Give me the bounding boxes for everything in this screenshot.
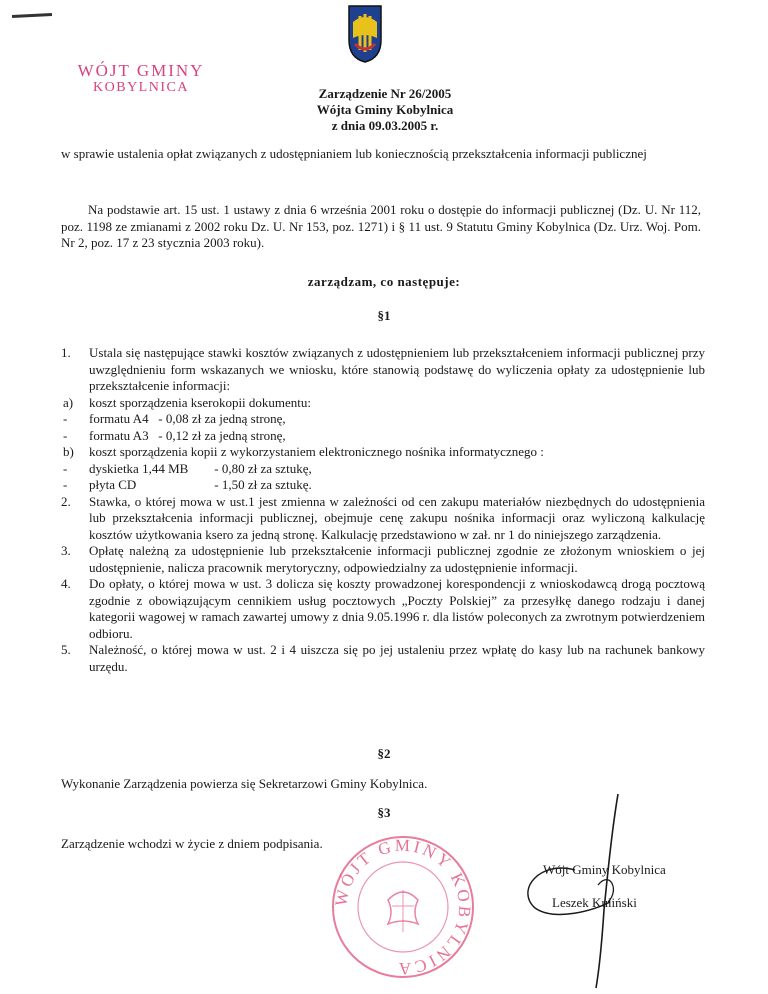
decree-heading: zarządzam, co następuje: — [307, 274, 461, 289]
stamp-line-1: WÓJT GMINY — [77, 61, 205, 80]
item-text: Do opłaty, o której mowa w ust. 3 dolicza się koszty prowadzonej korespondencji z wnioskodawcą drogą pocztową zgodnie z obowiązującym cennikiem usług pocztowych „Poczty Polskiej” za przesyłkę danego rodzaju i danej kategorii wagowej w ramach zawartej umowy z dnia 9.05.1996 r. dla listów poleconych za zwrotnym potwierdzeniem odbioru. — [89, 576, 705, 641]
item-marker: 1. — [61, 345, 71, 360]
title-line-1: Zarządzenie Nr 26/2005 — [318, 86, 452, 101]
list-item — [61, 428, 705, 445]
seal-text: WÓJT GMINY KOBYLNICA — [331, 835, 475, 979]
list-item — [61, 444, 705, 461]
item-marker: 5. — [61, 642, 71, 657]
signer-title: Wójt Gminy Kobylnica — [543, 862, 666, 877]
section-2-heading: §2 — [377, 746, 391, 761]
item-value: - 1,50 zł za sztukę. — [214, 477, 312, 492]
item-label: płyta CD — [89, 477, 137, 492]
list-item — [61, 411, 705, 428]
item-value: - 0,08 zł za jedną stronę, — [158, 411, 286, 426]
list-item — [61, 345, 705, 395]
item-text: Należność, o której mowa w ust. 2 i 4 uiszcza się po jej ustaleniu przez wpłatę do kasy lub na rachunek bankowy urzędu. — [89, 642, 705, 674]
document-title — [250, 86, 520, 134]
title-line-3: z dnia 09.03.2005 r. — [331, 118, 439, 133]
list-item — [61, 576, 705, 642]
item-marker: a) — [63, 394, 74, 410]
signer-name: Leszek Kuliński — [552, 895, 637, 910]
item-marker: - — [63, 411, 68, 426]
section-3-text: Zarządzenie wchodzi w życie z dniem podpisania. — [61, 836, 323, 851]
item-label: formatu A4 — [89, 411, 149, 426]
subject-paragraph: w sprawie ustalenia opłat związanych z udostępnianiem lub koniecznością przekształcenia informacji publicznej — [61, 146, 647, 161]
section-1-heading: §1 — [377, 308, 391, 323]
item-marker: - — [63, 460, 68, 476]
corner-mark — [12, 13, 52, 18]
list-item — [61, 461, 705, 478]
item-marker: - — [63, 477, 68, 492]
legal-basis-paragraph: Na podstawie art. 15 ust. 1 ustawy z dnia 6 września 2001 roku o dostępie do informacji publicznej (Dz. U. Nr 112, poz. 1198 ze zmianami z 2002 roku Dz. U. Nr 153, poz. 1271) i § 11 ust. 9 Statutu Gminy Kobylnica (Dz. Urz. Woj. Pom. Nr 2, poz. 17 z 23 stycznia 2003 roku). — [61, 202, 701, 250]
list-item — [61, 543, 705, 576]
item-marker: b) — [63, 444, 74, 459]
item-value: - 0,80 zł za sztukę, — [214, 460, 312, 476]
item-label: formatu A3 — [89, 427, 149, 443]
item-marker: 2. — [61, 493, 71, 509]
item-text: Ustala się następujące stawki kosztów związanych z udostępnieniem lub przekształceniem informacji publicznej przy uwzględnieniu form wskazanych we wniosku, które stanowią podstawę do wyliczenia opłaty za udostępnienie lub przekształcenie informacji: — [89, 345, 705, 393]
item-text: Stawka, o której mowa w ust.1 jest zmienna w zależności od cen zakupu materiałów niezbędnych do udostępnienia lub przekształcenia informacji publicznej, obejmuje cenę zakupu nośnika informacji oraz wyliczoną kalkulację kosztów użytkowania ksero za jedną stronę. Kalkulację przedstawiono w zał. nr 1 do niniejszego zarządzenia. — [89, 493, 705, 542]
item-text: koszt sporządzenia kserokopii dokumentu: — [89, 394, 312, 410]
coat-of-arms-icon — [343, 4, 387, 64]
item-value: - 0,12 zł za jedną stronę, — [158, 427, 286, 443]
title-line-2: Wójta Gminy Kobylnica — [316, 102, 454, 117]
list-item — [61, 642, 705, 675]
section-1-list — [61, 345, 705, 675]
item-text: Opłatę należną za udostępnienie lub przekształcenie informacji publicznej zgodnie ze złożonym wnioskiem o jej udostępnienie, nalicza pracownik merytoryczny, odpowiedzialny za udostępnienie informacji. — [89, 543, 705, 575]
handwritten-signature-icon — [500, 790, 670, 990]
item-marker: 4. — [61, 576, 71, 591]
list-item — [61, 477, 705, 494]
stamp-line-2: KOBYLNICA — [93, 80, 189, 95]
list-item — [61, 494, 705, 544]
official-seal-icon — [328, 832, 478, 982]
section-2-text: Wykonanie Zarządzenia powierza się Sekretarzowi Gminy Kobylnica. — [61, 776, 428, 791]
section-3-heading: §3 — [377, 805, 391, 820]
header-stamp — [56, 62, 226, 96]
item-marker: 3. — [61, 543, 71, 558]
item-marker: - — [63, 427, 68, 443]
list-item — [61, 395, 705, 412]
item-label: dyskietka 1,44 MB — [89, 460, 189, 476]
item-text: koszt sporządzenia kopii z wykorzystaniem elektronicznego nośnika informatycznego : — [89, 444, 544, 459]
